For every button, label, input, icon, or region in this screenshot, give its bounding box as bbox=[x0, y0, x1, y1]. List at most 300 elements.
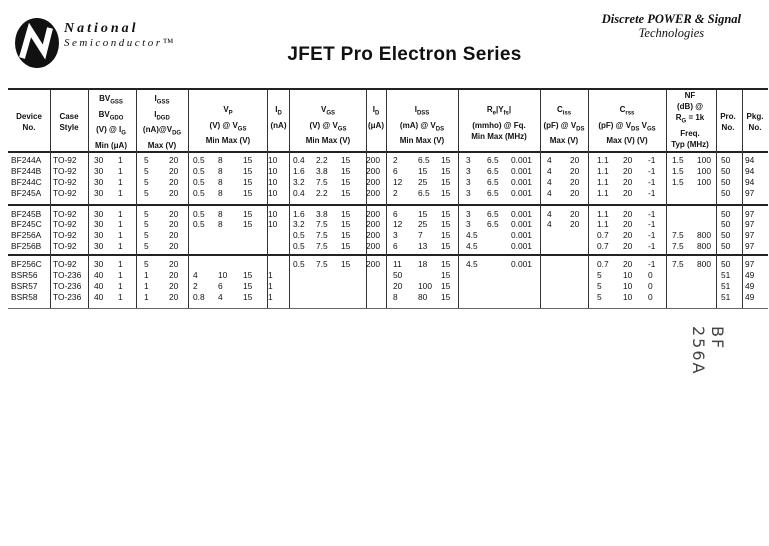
table-cell: -1 bbox=[648, 166, 656, 176]
table-cell: -1 bbox=[648, 241, 656, 251]
table-cell: 94 bbox=[745, 177, 755, 187]
table-cell: 1 bbox=[118, 230, 123, 240]
document-title-text: JFET Pro Electron Series bbox=[287, 44, 522, 65]
table-cell: 0.8 bbox=[193, 292, 205, 302]
table-cell: 40 bbox=[94, 281, 104, 291]
table-cell: 8 bbox=[218, 177, 223, 187]
table-cell: 6.5 bbox=[487, 188, 499, 198]
table-cell: 15 bbox=[341, 166, 351, 176]
table-cell: 0.5 bbox=[193, 177, 205, 187]
table-cell: 4.5 bbox=[466, 241, 478, 251]
table-cell: 15 bbox=[441, 259, 451, 269]
table-cell: 5 bbox=[144, 188, 149, 198]
table-cell: 3.2 bbox=[293, 219, 305, 229]
table-cell: 5 bbox=[144, 155, 149, 165]
table-cell: 15 bbox=[441, 241, 451, 251]
table-cell: 4 bbox=[193, 270, 198, 280]
table-cell: 200 bbox=[366, 166, 380, 176]
header-igss: $I_{GSS}$ $I_{DGD}$ $(nA)@V_{DG}$ Max (V) bbox=[142, 94, 182, 150]
device-number: BF245A bbox=[11, 188, 42, 198]
table-cell: 4.5 bbox=[466, 230, 478, 240]
table-cell: 15 bbox=[341, 259, 351, 269]
table-cell: 1 bbox=[118, 281, 123, 291]
table-cell: 7.5 bbox=[316, 241, 328, 251]
table-cell: 13 bbox=[418, 241, 428, 251]
table-cell: 15 bbox=[341, 177, 351, 187]
table-cell: 10 bbox=[268, 188, 278, 198]
table-cell: 51 bbox=[721, 281, 731, 291]
device-number: BF256C bbox=[11, 259, 42, 269]
table-cell: 2.2 bbox=[316, 155, 328, 165]
table-cell: 1 bbox=[268, 270, 273, 280]
table-cell: 8 bbox=[393, 292, 398, 302]
table-top-rule bbox=[8, 88, 768, 90]
table-cell: 20 bbox=[169, 188, 179, 198]
table-cell: 10 bbox=[218, 270, 228, 280]
table-cell: 50 bbox=[721, 155, 731, 165]
table-cell: 0.7 bbox=[597, 230, 609, 240]
table-cell: 3.8 bbox=[316, 166, 328, 176]
table-cell: 0.001 bbox=[511, 209, 532, 219]
table-cell: 30 bbox=[94, 155, 104, 165]
header-id1: $I_D$ (nA) bbox=[270, 105, 287, 130]
device-number: BSR57 bbox=[11, 281, 38, 291]
table-cell: 0 bbox=[648, 292, 653, 302]
table-cell: 15 bbox=[418, 166, 428, 176]
table-cell: 1 bbox=[144, 281, 149, 291]
table-cell: 30 bbox=[94, 219, 104, 229]
table-cell: 51 bbox=[721, 292, 731, 302]
table-cell: 0.5 bbox=[293, 230, 305, 240]
table-cell: 10 bbox=[268, 166, 278, 176]
table-cell: 20 bbox=[169, 230, 179, 240]
table-cell: 5 bbox=[144, 209, 149, 219]
table-cell: 1.5 bbox=[672, 155, 684, 165]
table-cell: 800 bbox=[697, 230, 711, 240]
table-cell: 15 bbox=[243, 292, 253, 302]
table-cell: 50 bbox=[721, 177, 731, 187]
table-cell: 0.7 bbox=[597, 259, 609, 269]
table-cell: -1 bbox=[648, 209, 656, 219]
table-cell: 2 bbox=[193, 281, 198, 291]
header-idss: $I_{DSS}$ (mA) @ $V_{DS}$ Min Max (V) bbox=[399, 105, 445, 146]
table-cell: 20 bbox=[623, 230, 633, 240]
table-cell: 5 bbox=[597, 292, 602, 302]
table-cell: 50 bbox=[721, 166, 731, 176]
device-number: BF245B bbox=[11, 209, 42, 219]
table-cell: 97 bbox=[745, 209, 755, 219]
table-cell: 200 bbox=[366, 219, 380, 229]
table-cell: 8 bbox=[218, 188, 223, 198]
table-cell: 7 bbox=[418, 230, 423, 240]
table-cell: 4 bbox=[547, 166, 552, 176]
table-cell: 50 bbox=[721, 188, 731, 198]
header-ciss: $C_{iss}$ (pF) @ $V_{DS}$ Max (V) bbox=[543, 105, 585, 146]
table-cell: 15 bbox=[341, 188, 351, 198]
table-cell: 50 bbox=[721, 209, 731, 219]
device-number: BF244A bbox=[11, 155, 42, 165]
table-cell: 20 bbox=[623, 219, 633, 229]
table-cell: 94 bbox=[745, 155, 755, 165]
table-cell: -1 bbox=[648, 230, 656, 240]
header-case: Case Style bbox=[59, 112, 79, 132]
table-cell: 0.001 bbox=[511, 177, 532, 187]
table-cell: 94 bbox=[745, 166, 755, 176]
table-cell: 1 bbox=[144, 292, 149, 302]
table-cell: 15 bbox=[243, 188, 253, 198]
table-cell: 1.1 bbox=[597, 188, 609, 198]
right-header bbox=[602, 12, 741, 40]
table-cell: 200 bbox=[366, 259, 380, 269]
table-cell: 50 bbox=[393, 270, 403, 280]
table-cell: 97 bbox=[745, 241, 755, 251]
table-cell: 15 bbox=[341, 219, 351, 229]
table-cell: 50 bbox=[721, 230, 731, 240]
document-title bbox=[0, 44, 769, 66]
table-cell: TO-92 bbox=[53, 209, 77, 219]
table-cell: 10 bbox=[268, 155, 278, 165]
table-cell: 20 bbox=[623, 166, 633, 176]
header-bottom-rule bbox=[8, 151, 768, 153]
table-cell: 1.1 bbox=[597, 166, 609, 176]
table-cell: 4 bbox=[547, 155, 552, 165]
table-cell: 1.5 bbox=[672, 177, 684, 187]
table-cell: 20 bbox=[570, 166, 580, 176]
table-cell: 2 bbox=[393, 155, 398, 165]
table-cell: 25 bbox=[418, 219, 428, 229]
table-cell: 0.001 bbox=[511, 188, 532, 198]
table-cell: 15 bbox=[243, 281, 253, 291]
device-number: BF244C bbox=[11, 177, 42, 187]
table-cell: 7.5 bbox=[316, 177, 328, 187]
table-cell: 15 bbox=[243, 166, 253, 176]
right-header-line2: Technologies bbox=[638, 26, 705, 40]
table-cell: 4 bbox=[547, 177, 552, 187]
table-cell: 20 bbox=[623, 241, 633, 251]
table-cell: 15 bbox=[243, 270, 253, 280]
table-cell: -1 bbox=[648, 188, 656, 198]
table-cell: 12 bbox=[393, 219, 403, 229]
device-number: BF244B bbox=[11, 166, 42, 176]
table-cell: 15 bbox=[243, 177, 253, 187]
table-cell: 0.5 bbox=[193, 188, 205, 198]
table-cell: 15 bbox=[441, 270, 451, 280]
table-cell: 6.5 bbox=[487, 155, 499, 165]
table-cell: 6 bbox=[393, 166, 398, 176]
table-cell: 10 bbox=[623, 270, 633, 280]
table-cell: 1 bbox=[118, 166, 123, 176]
table-cell: 97 bbox=[745, 230, 755, 240]
header-crss: $C_{rss}$ (pF) @ $V_{DS}$ $V_{GS}$ Max (V) (V) bbox=[598, 105, 656, 146]
table-cell: 15 bbox=[441, 230, 451, 240]
table-cell: 20 bbox=[623, 177, 633, 187]
table-cell: 0.001 bbox=[511, 259, 532, 269]
table-cell: 15 bbox=[441, 177, 451, 187]
table-cell: 20 bbox=[570, 219, 580, 229]
table-cell: -1 bbox=[648, 155, 656, 165]
table-cell: 6 bbox=[218, 281, 223, 291]
table-cell: 50 bbox=[721, 219, 731, 229]
table-cell: 10 bbox=[623, 281, 633, 291]
table-cell: 1.1 bbox=[597, 219, 609, 229]
table-cell: 3 bbox=[466, 188, 471, 198]
header-vp: $V_P$ (V) @ $V_{GS}$ Min Max (V) bbox=[205, 105, 251, 146]
table-cell: 8 bbox=[218, 155, 223, 165]
table-cell: 97 bbox=[745, 188, 755, 198]
table-cell: 0.5 bbox=[293, 241, 305, 251]
table-cell: 20 bbox=[570, 177, 580, 187]
table-cell: 20 bbox=[169, 292, 179, 302]
table-cell: TO-92 bbox=[53, 259, 77, 269]
table-cell: -1 bbox=[648, 219, 656, 229]
table-cell: 20 bbox=[570, 209, 580, 219]
table-cell: TO-92 bbox=[53, 155, 77, 165]
table-cell: 2.2 bbox=[316, 188, 328, 198]
company-line1: National bbox=[64, 21, 139, 36]
table-cell: 0.001 bbox=[511, 241, 532, 251]
table-cell: 6.5 bbox=[487, 166, 499, 176]
table-cell: 1 bbox=[118, 177, 123, 187]
table-cell: 15 bbox=[441, 166, 451, 176]
table-cell: 15 bbox=[243, 209, 253, 219]
table-cell: 0.5 bbox=[193, 166, 205, 176]
table-cell: 20 bbox=[393, 281, 403, 291]
table-cell: 1 bbox=[118, 155, 123, 165]
table-cell: 49 bbox=[745, 292, 755, 302]
table-cell: 3.2 bbox=[293, 177, 305, 187]
table-cell: 4.5 bbox=[466, 259, 478, 269]
table-cell: 20 bbox=[623, 209, 633, 219]
table-cell: 20 bbox=[169, 155, 179, 165]
table-cell: 3 bbox=[466, 209, 471, 219]
table-cell: TO-92 bbox=[53, 230, 77, 240]
table-cell: TO-92 bbox=[53, 188, 77, 198]
table-cell: 15 bbox=[341, 241, 351, 251]
table-cell: 200 bbox=[366, 188, 380, 198]
table-cell: 7.5 bbox=[316, 230, 328, 240]
header-yfs: $R_e|Y_{fs}|$ (mmho) @ Fq. Min Max (MHz) bbox=[471, 105, 527, 141]
table-cell: 7.5 bbox=[316, 259, 328, 269]
table-cell: 49 bbox=[745, 281, 755, 291]
table-cell: 20 bbox=[169, 177, 179, 187]
table-cell: TO-92 bbox=[53, 177, 77, 187]
table-cell: 100 bbox=[697, 166, 711, 176]
table-cell: TO-92 bbox=[53, 219, 77, 229]
table-cell: 4 bbox=[547, 209, 552, 219]
device-number: BSR58 bbox=[11, 292, 38, 302]
table-cell: 50 bbox=[721, 241, 731, 251]
table-cell: 100 bbox=[697, 177, 711, 187]
table-cell: 5 bbox=[597, 281, 602, 291]
device-number: BF245C bbox=[11, 219, 42, 229]
table-cell: 6.5 bbox=[487, 219, 499, 229]
table-cell: 200 bbox=[366, 177, 380, 187]
table-cell: 15 bbox=[341, 230, 351, 240]
table-cell: 7.5 bbox=[672, 230, 684, 240]
table-cell: 1 bbox=[144, 270, 149, 280]
device-number: BF256B bbox=[11, 241, 42, 251]
table-cell: 0.7 bbox=[597, 241, 609, 251]
table-cell: 20 bbox=[623, 155, 633, 165]
table-cell: 20 bbox=[623, 188, 633, 198]
table-cell: TO-236 bbox=[53, 281, 82, 291]
table-cell: 0.001 bbox=[511, 155, 532, 165]
table-cell: 25 bbox=[418, 177, 428, 187]
table-cell: 100 bbox=[418, 281, 432, 291]
table-cell: TO-236 bbox=[53, 292, 82, 302]
table-cell: 1 bbox=[268, 281, 273, 291]
table-cell: 6.5 bbox=[418, 188, 430, 198]
table-cell: 0 bbox=[648, 281, 653, 291]
table-cell: 7.5 bbox=[316, 219, 328, 229]
table-cell: 15 bbox=[243, 155, 253, 165]
table-cell: 1.1 bbox=[597, 155, 609, 165]
table-cell: 97 bbox=[745, 219, 755, 229]
company-line2: Semiconductor™ bbox=[64, 37, 176, 49]
table-cell: 10 bbox=[268, 219, 278, 229]
table-cell: 15 bbox=[441, 209, 451, 219]
table-cell: 1 bbox=[118, 259, 123, 269]
table-cell: 1.1 bbox=[597, 177, 609, 187]
table-cell: 20 bbox=[570, 188, 580, 198]
table-cell: 0.001 bbox=[511, 230, 532, 240]
table-cell: 200 bbox=[366, 209, 380, 219]
table-cell: 1 bbox=[118, 292, 123, 302]
table-cell: 15 bbox=[418, 209, 428, 219]
table-cell: 200 bbox=[366, 155, 380, 165]
table-cell: 5 bbox=[144, 241, 149, 251]
table-cell: 800 bbox=[697, 259, 711, 269]
table-cell: 3 bbox=[466, 166, 471, 176]
table-cell: 0.4 bbox=[293, 155, 305, 165]
table-cell: 15 bbox=[441, 219, 451, 229]
header-bvgss: $BV_{GSS}$ $BV_{GDO}$ (V) @ $I_G$ Min (μA) bbox=[95, 94, 127, 150]
table-cell: 20 bbox=[623, 259, 633, 269]
table-cell: 20 bbox=[169, 209, 179, 219]
table-cell: 8 bbox=[218, 166, 223, 176]
table-cell: 3 bbox=[393, 230, 398, 240]
table-cell: TO-92 bbox=[53, 241, 77, 251]
table-cell: 20 bbox=[169, 259, 179, 269]
table-cell: 1 bbox=[118, 188, 123, 198]
table-cell: 7.5 bbox=[672, 241, 684, 251]
table-cell: 49 bbox=[745, 270, 755, 280]
table-cell: 6.5 bbox=[418, 155, 430, 165]
table-cell: 15 bbox=[441, 292, 451, 302]
table-cell: 0.5 bbox=[293, 259, 305, 269]
table-cell: 800 bbox=[697, 241, 711, 251]
table-cell: 5 bbox=[144, 230, 149, 240]
table-cell: 15 bbox=[341, 155, 351, 165]
header-pkg: Pkg. No. bbox=[746, 112, 764, 132]
table-cell: 6 bbox=[393, 241, 398, 251]
table-cell: 15 bbox=[441, 281, 451, 291]
table-cell: 30 bbox=[94, 259, 104, 269]
table-cell: 80 bbox=[418, 292, 428, 302]
table-cell: 97 bbox=[745, 259, 755, 269]
table-cell: 20 bbox=[169, 241, 179, 251]
table-cell: 6.5 bbox=[487, 177, 499, 187]
table-cell: 15 bbox=[243, 219, 253, 229]
table-cell: 30 bbox=[94, 241, 104, 251]
table-cell: 18 bbox=[418, 259, 428, 269]
table-cell: 12 bbox=[393, 177, 403, 187]
table-cell: 1 bbox=[118, 209, 123, 219]
table-cell: 1.6 bbox=[293, 166, 305, 176]
table-cell: 3.8 bbox=[316, 209, 328, 219]
table-cell: 15 bbox=[441, 188, 451, 198]
header-id2: $I_D$ (μA) bbox=[368, 105, 384, 130]
table-cell: 5 bbox=[144, 219, 149, 229]
table-cell: 5 bbox=[144, 166, 149, 176]
table-cell: 1.5 bbox=[672, 166, 684, 176]
table-cell: 0.001 bbox=[511, 219, 532, 229]
table-cell: 1 bbox=[118, 219, 123, 229]
table-cell: 0.001 bbox=[511, 166, 532, 176]
table-cell: 30 bbox=[94, 209, 104, 219]
table-cell: 10 bbox=[623, 292, 633, 302]
table-cell: 30 bbox=[94, 166, 104, 176]
table-cell: 20 bbox=[169, 270, 179, 280]
table-cell: 4 bbox=[218, 292, 223, 302]
table-cell: TO-236 bbox=[53, 270, 82, 280]
table-cell: -1 bbox=[648, 259, 656, 269]
device-number: BSR56 bbox=[11, 270, 38, 280]
device-number: BF256A bbox=[11, 230, 42, 240]
table-cell: 11 bbox=[393, 259, 402, 269]
table-cell: 40 bbox=[94, 292, 104, 302]
table-cell: 3 bbox=[466, 219, 471, 229]
table-bottom-rule bbox=[8, 308, 768, 309]
header-vgs: $V_{GS}$ (V) @ $V_{GS}$ Min Max (V) bbox=[305, 105, 351, 146]
table-cell: TO-92 bbox=[53, 166, 77, 176]
table-cell: 30 bbox=[94, 177, 104, 187]
table-cell: 200 bbox=[366, 230, 380, 240]
table-cell: 0.4 bbox=[293, 188, 305, 198]
table-cell: 0 bbox=[648, 270, 653, 280]
table-cell: 7.5 bbox=[672, 259, 684, 269]
table-cell: 50 bbox=[721, 259, 731, 269]
table-cell: 3 bbox=[466, 155, 471, 165]
table-cell: 8 bbox=[218, 209, 223, 219]
table-cell: 10 bbox=[268, 209, 278, 219]
table-cell: 1 bbox=[268, 292, 273, 302]
table-cell: -1 bbox=[648, 177, 656, 187]
table-cell: 8 bbox=[218, 219, 223, 229]
table-cell: 10 bbox=[268, 177, 278, 187]
header-pro: Pro. No. bbox=[720, 112, 736, 132]
table-cell: 4 bbox=[547, 188, 552, 198]
table-cell: 15 bbox=[441, 155, 451, 165]
table-cell: 5 bbox=[144, 259, 149, 269]
table-cell: 0.5 bbox=[193, 219, 205, 229]
table-cell: 20 bbox=[570, 155, 580, 165]
table-cell: 3 bbox=[466, 177, 471, 187]
table-cell: 1.6 bbox=[293, 209, 305, 219]
table-cell: 30 bbox=[94, 188, 104, 198]
table-cell: 20 bbox=[169, 219, 179, 229]
table-cell: 100 bbox=[697, 155, 711, 165]
table-cell: 6.5 bbox=[487, 209, 499, 219]
handwritten-note: BF 256A bbox=[689, 326, 727, 376]
table-cell: 6 bbox=[393, 209, 398, 219]
table-cell: 20 bbox=[169, 166, 179, 176]
right-header-line1: Discrete POWER & Signal bbox=[601, 12, 741, 26]
table-cell: 0.5 bbox=[193, 209, 205, 219]
table-cell: 51 bbox=[721, 270, 731, 280]
table-cell: 5 bbox=[597, 270, 602, 280]
table-cell: 1 bbox=[118, 270, 123, 280]
